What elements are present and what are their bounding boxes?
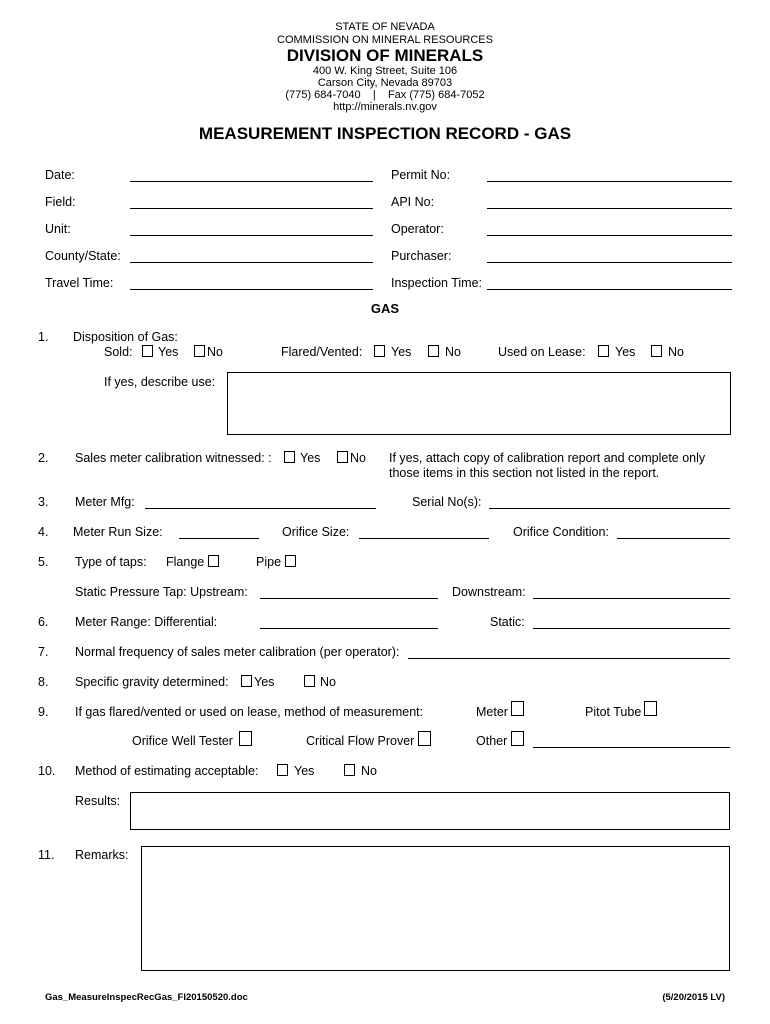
orifice-size-field[interactable] [359,538,489,539]
q8-yes-label: Yes [254,675,275,689]
meter-checkbox[interactable] [511,701,524,716]
inspection-time-field[interactable] [487,289,732,290]
q10-number: 10. [38,764,56,778]
q1-sold-no-label: No [207,345,223,359]
api-label: API No: [391,195,435,209]
q10-no-checkbox[interactable] [344,764,355,776]
q2-no-checkbox[interactable] [337,451,348,463]
downstream-field[interactable] [533,598,730,599]
critical-flow-prover-checkbox[interactable] [418,731,431,746]
remarks-box[interactable] [141,846,730,971]
travel-time-label: Travel Time: [45,276,114,290]
operator-field[interactable] [487,235,732,236]
county-label: County/State: [45,249,121,263]
county-field[interactable] [130,262,373,263]
q1-label: Disposition of Gas: [73,330,178,344]
orifice-well-tester-label: Orifice Well Tester [132,734,233,748]
q4-number: 4. [38,525,49,539]
downstream-label: Downstream: [452,585,526,599]
travel-time-field[interactable] [130,289,373,290]
permit-field[interactable] [487,181,732,182]
q9-number: 9. [38,705,49,719]
pitot-tube-label: Pitot Tube [585,705,642,719]
unit-field[interactable] [130,235,373,236]
critical-flow-prover-label: Critical Flow Prover [306,734,415,748]
q8-no-label: No [320,675,336,689]
differential-field[interactable] [260,628,438,629]
q11-label: Remarks: [75,848,129,862]
date-field[interactable] [130,181,373,182]
other-label: Other [476,734,508,748]
pipe-checkbox[interactable] [285,555,296,567]
serial-label: Serial No(s): [412,495,482,509]
operator-label: Operator: [391,222,444,236]
q10-yes-label: Yes [294,764,315,778]
q6-label: Meter Range: Differential: [75,615,218,629]
orifice-condition-field[interactable] [617,538,730,539]
field-label: Field: [45,195,76,209]
website-url: http://minerals.nv.gov [333,101,437,113]
other-checkbox[interactable] [511,731,524,746]
q2-yes-checkbox[interactable] [284,451,295,463]
q10-yes-checkbox[interactable] [277,764,288,776]
q8-no-checkbox[interactable] [304,675,315,687]
footer-revision: (5/20/2015 LV) [662,992,725,1003]
q1-used-no-label: No [668,345,684,359]
city: Carson City, Nevada 89703 [317,77,453,89]
address: 400 W. King Street, Suite 106 [312,65,458,77]
division-name: DIVISION OF MINERALS [286,46,484,65]
q1-flared-yes-label: Yes [391,345,412,359]
pipe-label: Pipe [256,555,282,569]
form-title: MEASUREMENT INSPECTION RECORD - GAS [198,124,572,143]
meter-label: Meter [476,705,508,719]
pitot-tube-checkbox[interactable] [644,701,657,716]
q1-sold-yes-label: Yes [158,345,179,359]
api-field[interactable] [487,208,732,209]
orifice-size-label: Orifice Size: [282,525,350,539]
q2-no-label: No [350,451,366,465]
q2-note-line1: If yes, attach copy of calibration report and complete only [389,451,706,465]
meter-mfg-field[interactable] [145,508,376,509]
q5-number: 5. [38,555,49,569]
other-field[interactable] [533,747,730,748]
calibration-frequency-field[interactable] [408,658,730,659]
q7-number: 7. [38,645,49,659]
q1-used-no-checkbox[interactable] [651,345,662,357]
q1-sold-yes-checkbox[interactable] [142,345,153,357]
static-label: Static: [490,615,525,629]
q1-used-yes-checkbox[interactable] [598,345,609,357]
q6-number: 6. [38,615,49,629]
upstream-field[interactable] [260,598,438,599]
q1-flared-label: Flared/Vented: [281,345,363,359]
results-box[interactable] [130,792,730,830]
date-label: Date: [45,168,75,182]
q3-number: 3. [38,495,49,509]
footer-filename: Gas_MeasureInspecRecGas_FI20150520.doc [45,992,248,1003]
q1-flared-yes-checkbox[interactable] [374,345,385,357]
commission-name: COMMISSION ON MINERAL RESOURCES [277,34,493,46]
orifice-well-tester-checkbox[interactable] [239,731,252,746]
q2-label: Sales meter calibration witnessed: : [75,451,272,465]
q11-number: 11. [38,848,55,862]
static-pressure-label: Static Pressure Tap: Upstream: [75,585,248,599]
q1-sold-label: Sold: [104,345,133,359]
q7-label: Normal frequency of sales meter calibration (per operator): [75,645,400,659]
q8-number: 8. [38,675,49,689]
serial-field[interactable] [489,508,730,509]
q2-yes-label: Yes [300,451,321,465]
flange-label: Flange [166,555,205,569]
q3-label: Meter Mfg: [75,495,135,509]
q10-label: Method of estimating acceptable: [75,764,259,778]
q1-used-yes-label: Yes [615,345,636,359]
q8-yes-checkbox[interactable] [241,675,252,687]
phone-fax: (775) 684-7040 | Fax (775) 684-7052 [285,89,485,101]
static-field[interactable] [533,628,730,629]
q1-describe-label: If yes, describe use: [104,375,216,389]
q1-used-label: Used on Lease: [498,345,586,359]
flange-checkbox[interactable] [208,555,219,567]
results-label: Results: [75,794,121,808]
q2-note-line2: those items in this section not listed in the report. [389,466,660,480]
purchaser-label: Purchaser: [391,249,452,263]
unit-label: Unit: [45,222,71,236]
meter-run-size-field[interactable] [179,538,259,539]
purchaser-field[interactable] [487,262,732,263]
q2-number: 2. [38,451,49,465]
field-field[interactable] [130,208,373,209]
permit-label: Permit No: [391,168,451,182]
q10-no-label: No [361,764,377,778]
q1-describe-box[interactable] [227,372,731,435]
q1-flared-no-checkbox[interactable] [428,345,439,357]
q1-flared-no-label: No [445,345,461,359]
inspection-time-label: Inspection Time: [391,276,483,290]
q9-label: If gas flared/vented or used on lease, method of measurement: [75,705,424,719]
q1-sold-no-checkbox[interactable] [194,345,205,357]
q8-label: Specific gravity determined: [75,675,229,689]
section-title: GAS [370,301,400,316]
q1-number: 1. [38,330,49,344]
orifice-condition-label: Orifice Condition: [513,525,609,539]
q5-label: Type of taps: [75,555,147,569]
state-name: STATE OF NEVADA [335,21,435,33]
q4-label: Meter Run Size: [73,525,163,539]
